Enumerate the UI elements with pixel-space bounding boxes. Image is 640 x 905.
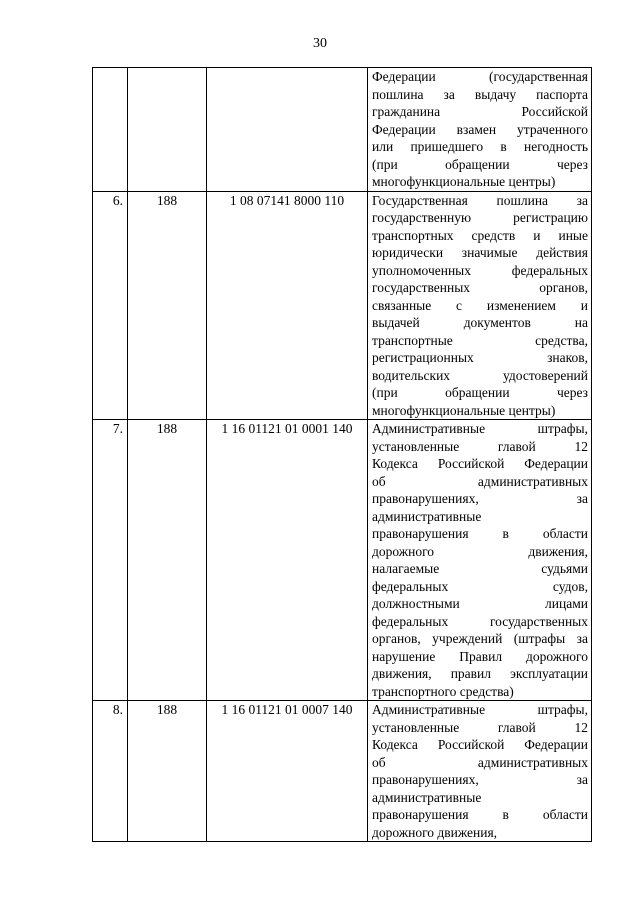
budget-classification-code-cell: 1 16 01121 01 0001 140 <box>207 420 368 701</box>
description-line: транспортные средства, <box>372 332 588 348</box>
description-cell <box>368 68 592 192</box>
description-line: федеральных судов, <box>372 578 588 594</box>
table-row <box>93 701 592 842</box>
description-line: Федерации взамен утраченного <box>372 121 588 137</box>
description-line: налагаемые судьями <box>372 561 588 576</box>
description-line: (при обращении через <box>372 385 588 400</box>
description-line: юридически значимые действия <box>372 245 588 260</box>
description-text <box>372 192 588 420</box>
description-line: об административных <box>372 473 588 489</box>
admin-code-cell: 188 <box>128 420 207 701</box>
description-cell <box>368 191 592 420</box>
description-line: дорожного движения, <box>372 543 588 559</box>
row-number-cell <box>93 68 128 192</box>
description-line: гражданина Российской <box>372 104 588 119</box>
budget-classification-code-cell: 1 16 01121 01 0007 140 <box>207 701 368 842</box>
description-line: водительских удостоверений <box>372 367 588 383</box>
description-line: установленные главой 12 <box>372 719 588 735</box>
description-text <box>372 420 588 700</box>
table-body <box>93 68 592 842</box>
description-line: об административных <box>372 754 588 770</box>
description-line: (при обращении через <box>372 156 588 172</box>
budget-codes-table <box>92 67 592 842</box>
description-line: связанные с изменением и <box>372 297 588 313</box>
description-line: административные <box>372 508 482 524</box>
row-number-cell: 6. <box>93 191 128 420</box>
description-line: выдачей документов на <box>372 315 588 330</box>
table-row <box>93 68 592 192</box>
table-row <box>93 420 592 701</box>
budget-classification-code-cell: 1 08 07141 8000 110 <box>207 191 368 420</box>
description-line: правонарушения в области <box>372 807 588 822</box>
description-line: Федерации (государственная <box>372 69 588 84</box>
description-line: Кодекса Российской Федерации <box>372 737 588 752</box>
description-line: многофункциональные центры) <box>372 174 556 189</box>
admin-code-cell: 188 <box>128 701 207 842</box>
description-line: регистрационных знаков, <box>372 350 588 365</box>
description-line: федеральных государственных <box>372 613 588 629</box>
description-line: уполномоченных федеральных <box>372 262 588 278</box>
admin-code-cell <box>128 68 207 192</box>
admin-code-cell: 188 <box>128 191 207 420</box>
description-line: государственных органов, <box>372 280 588 295</box>
description-line: пошлина за выдачу паспорта <box>372 86 588 102</box>
description-cell <box>368 420 592 701</box>
row-number-cell: 8. <box>93 701 128 842</box>
description-line: органов, учреждений (штрафы за <box>372 631 588 646</box>
description-line: транспортных средств и иные <box>372 227 588 243</box>
budget-classification-code-cell <box>207 68 368 192</box>
description-text <box>372 701 588 841</box>
description-line: правонарушения в области <box>372 526 588 541</box>
description-line: Административные штрафы, <box>372 702 588 717</box>
description-line: транспортного средства) <box>372 683 514 699</box>
description-cell <box>368 701 592 842</box>
description-line: административные <box>372 789 482 805</box>
description-line: государственную регистрацию <box>372 210 588 225</box>
description-line: правонарушениях, за <box>372 772 588 787</box>
description-line: Административные штрафы, <box>372 421 588 436</box>
description-line: или пришедшего в негодность <box>372 139 588 154</box>
description-line: дорожного движения, <box>372 824 498 840</box>
description-line: правонарушениях, за <box>372 491 588 506</box>
page-number: 30 <box>313 36 327 51</box>
description-line: нарушение Правил дорожного <box>372 648 588 664</box>
row-number-cell: 7. <box>93 420 128 701</box>
description-line: движения, правил эксплуатации <box>372 666 588 681</box>
table-row <box>93 191 592 420</box>
description-line: многофункциональные центры) <box>372 402 556 418</box>
description-text <box>372 68 588 191</box>
description-line: Государственная пошлина за <box>372 192 588 208</box>
description-line: Кодекса Российской Федерации <box>372 456 588 471</box>
description-line: установленные главой 12 <box>372 438 588 454</box>
description-line: должностными лицами <box>372 596 588 611</box>
